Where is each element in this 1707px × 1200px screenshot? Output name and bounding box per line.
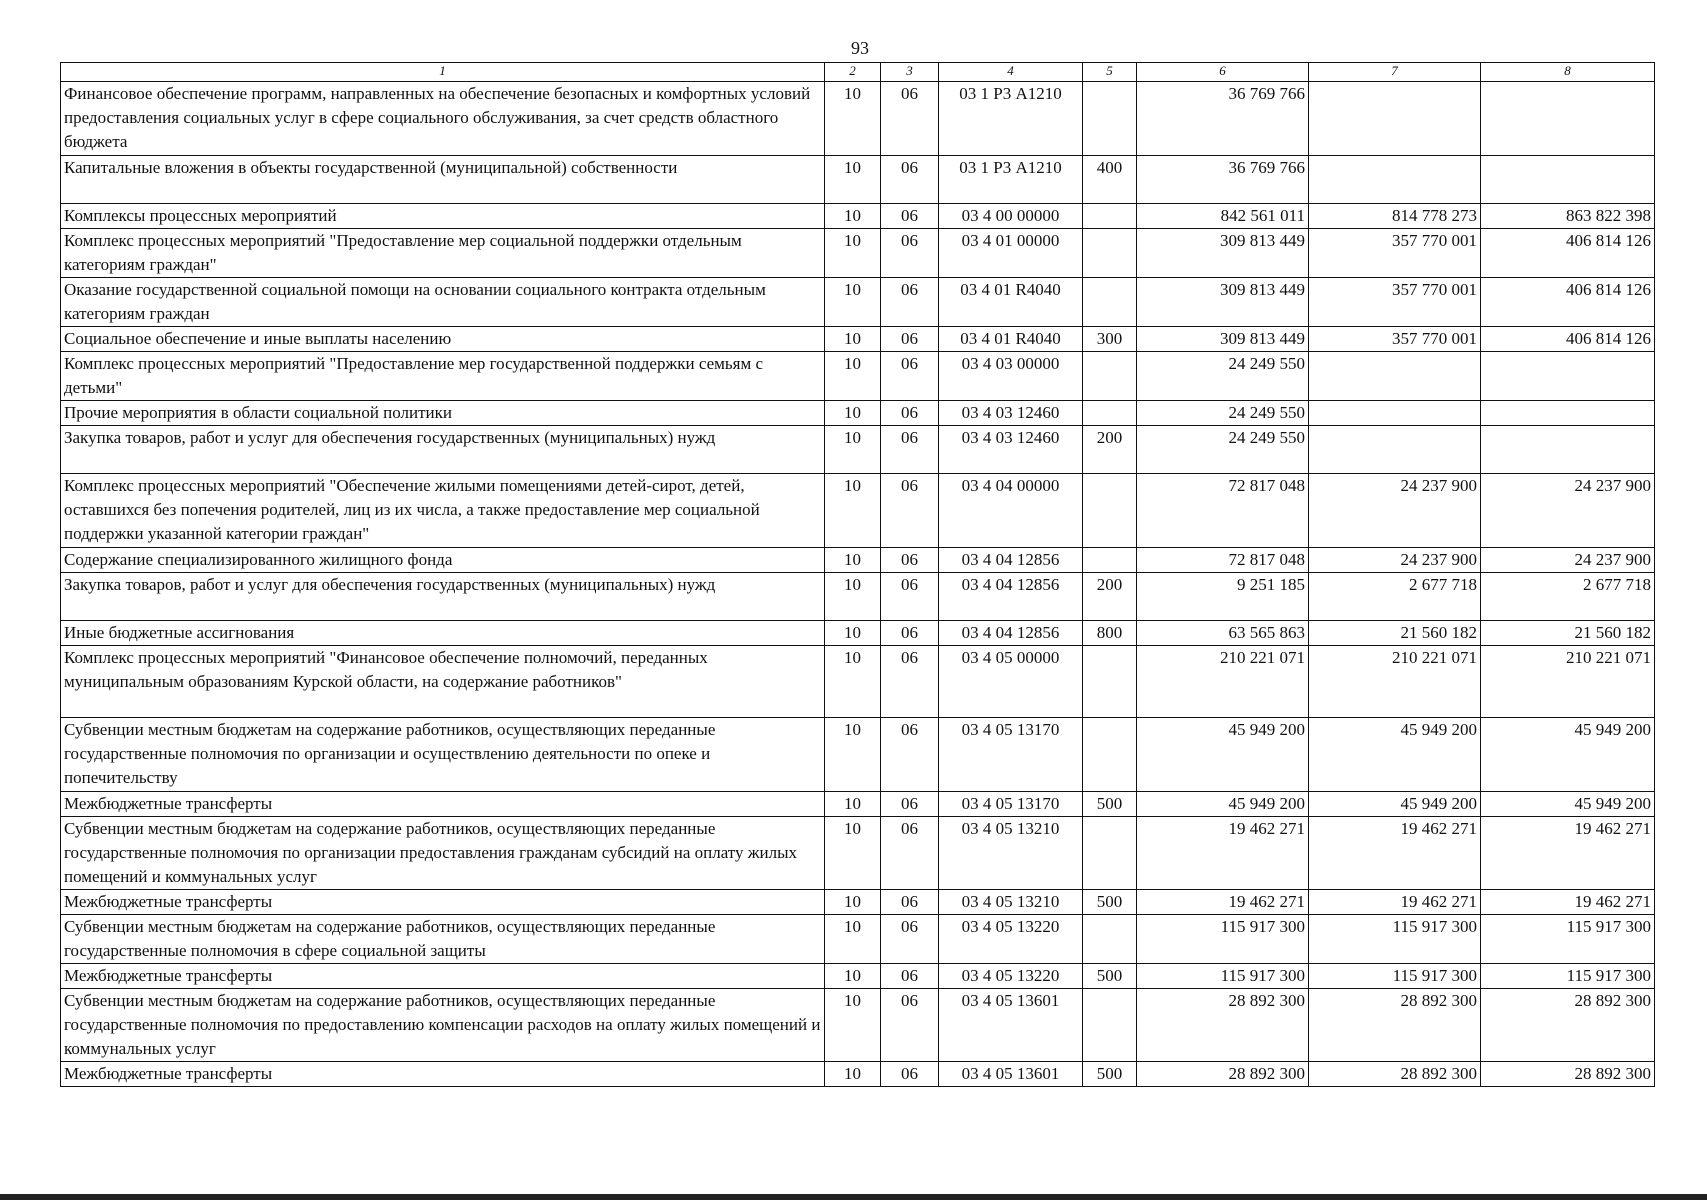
target-article-code: 03 4 01 00000	[939, 229, 1083, 278]
expense-type-code: 500	[1083, 890, 1137, 915]
amount-col-7: 2 677 718	[1309, 573, 1481, 621]
target-article-code: 03 4 05 13601	[939, 1062, 1083, 1087]
target-article-code: 03 4 03 00000	[939, 352, 1083, 401]
table-row	[61, 278, 1655, 327]
subsection-code: 06	[881, 989, 939, 1062]
amount-col-7: 24 237 900	[1309, 474, 1481, 548]
amount-col-8	[1481, 156, 1655, 204]
amount-col-6: 45 949 200	[1137, 792, 1309, 817]
expense-type-code	[1083, 229, 1137, 278]
expense-type-code	[1083, 82, 1137, 156]
target-article-code: 03 4 05 13210	[939, 890, 1083, 915]
row-name: Капитальные вложения в объекты государственной (муниципальной) собственности	[61, 156, 825, 204]
amount-col-8: 19 462 271	[1481, 817, 1655, 890]
target-article-code: 03 4 03 12460	[939, 401, 1083, 426]
amount-col-8: 21 560 182	[1481, 621, 1655, 646]
subsection-code: 06	[881, 352, 939, 401]
subsection-code: 06	[881, 426, 939, 474]
section-code: 10	[825, 278, 881, 327]
amount-col-6: 19 462 271	[1137, 817, 1309, 890]
row-name: Содержание специализированного жилищного фонда	[61, 548, 825, 573]
expense-type-code	[1083, 915, 1137, 964]
amount-col-6: 115 917 300	[1137, 964, 1309, 989]
column-header: 4	[939, 63, 1083, 82]
section-code: 10	[825, 792, 881, 817]
section-code: 10	[825, 474, 881, 548]
target-article-code: 03 1 Р3 А1210	[939, 82, 1083, 156]
amount-col-7: 357 770 001	[1309, 327, 1481, 352]
expense-type-code	[1083, 204, 1137, 229]
table-row	[61, 401, 1655, 426]
table-row	[61, 474, 1655, 548]
header-row	[61, 63, 1655, 82]
target-article-code: 03 4 05 13220	[939, 964, 1083, 989]
target-article-code: 03 4 05 00000	[939, 646, 1083, 718]
column-header: 3	[881, 63, 939, 82]
row-name: Комплекс процессных мероприятий "Финансовое обеспечение полномочий, переданных муниципальным образованиям Курской области, на содержание работников"	[61, 646, 825, 718]
amount-col-7: 115 917 300	[1309, 915, 1481, 964]
amount-col-8: 45 949 200	[1481, 792, 1655, 817]
table-row	[61, 156, 1655, 204]
amount-col-7: 814 778 273	[1309, 204, 1481, 229]
table-row	[61, 989, 1655, 1062]
section-code: 10	[825, 82, 881, 156]
row-name: Субвенции местным бюджетам на содержание работников, осуществляющих переданные государственные полномочия по организации предоставления гражданам субсидий на оплату жилых помещений и коммунальных услуг	[61, 817, 825, 890]
row-name: Межбюджетные трансферты	[61, 1062, 825, 1087]
subsection-code: 06	[881, 548, 939, 573]
amount-col-7: 19 462 271	[1309, 890, 1481, 915]
expense-type-code	[1083, 278, 1137, 327]
expense-type-code	[1083, 352, 1137, 401]
amount-col-8	[1481, 82, 1655, 156]
expense-type-code: 400	[1083, 156, 1137, 204]
column-header: 1	[61, 63, 825, 82]
section-code: 10	[825, 718, 881, 792]
expense-type-code: 200	[1083, 426, 1137, 474]
table-row	[61, 964, 1655, 989]
table-row	[61, 718, 1655, 792]
subsection-code: 06	[881, 964, 939, 989]
amount-col-8: 115 917 300	[1481, 915, 1655, 964]
page-number: 93	[851, 38, 869, 58]
amount-col-7	[1309, 352, 1481, 401]
amount-col-8: 24 237 900	[1481, 474, 1655, 548]
amount-col-6: 842 561 011	[1137, 204, 1309, 229]
expense-type-code	[1083, 401, 1137, 426]
amount-col-8: 863 822 398	[1481, 204, 1655, 229]
row-name: Оказание государственной социальной помощи на основании социального контракта отдельным категориям граждан	[61, 278, 825, 327]
row-name: Иные бюджетные ассигнования	[61, 621, 825, 646]
subsection-code: 06	[881, 792, 939, 817]
expense-type-code	[1083, 989, 1137, 1062]
amount-col-6: 24 249 550	[1137, 352, 1309, 401]
expense-type-code: 500	[1083, 964, 1137, 989]
amount-col-6: 210 221 071	[1137, 646, 1309, 718]
amount-col-8	[1481, 401, 1655, 426]
amount-col-7: 28 892 300	[1309, 1062, 1481, 1087]
amount-col-7: 210 221 071	[1309, 646, 1481, 718]
table-row	[61, 573, 1655, 621]
target-article-code: 03 4 00 00000	[939, 204, 1083, 229]
amount-col-8: 406 814 126	[1481, 327, 1655, 352]
table-row	[61, 792, 1655, 817]
row-name: Субвенции местным бюджетам на содержание работников, осуществляющих переданные государственные полномочия по предоставлению компенсации расходов на оплату жилых помещений и коммунальных услуг	[61, 989, 825, 1062]
subsection-code: 06	[881, 621, 939, 646]
amount-col-6: 309 813 449	[1137, 229, 1309, 278]
table-row	[61, 621, 1655, 646]
row-name: Комплекс процессных мероприятий "Обеспечение жилыми помещениями детей-сирот, детей, оставшихся без попечения родителей, лиц из их числа, а также предоставление мер социальной поддержки указанной категории граждан"	[61, 474, 825, 548]
page-edge	[0, 1194, 1707, 1200]
section-code: 10	[825, 1062, 881, 1087]
amount-col-8: 19 462 271	[1481, 890, 1655, 915]
amount-col-6: 45 949 200	[1137, 718, 1309, 792]
column-header: 7	[1309, 63, 1481, 82]
row-name: Закупка товаров, работ и услуг для обеспечения государственных (муниципальных) нужд	[61, 573, 825, 621]
expense-type-code	[1083, 646, 1137, 718]
row-name: Субвенции местным бюджетам на содержание работников, осуществляющих переданные государственные полномочия по организации и осуществлению деятельности по опеке и попечительству	[61, 718, 825, 792]
target-article-code: 03 4 05 13220	[939, 915, 1083, 964]
amount-col-6: 309 813 449	[1137, 278, 1309, 327]
subsection-code: 06	[881, 474, 939, 548]
column-header: 2	[825, 63, 881, 82]
row-name: Закупка товаров, работ и услуг для обеспечения государственных (муниципальных) нужд	[61, 426, 825, 474]
amount-col-8	[1481, 426, 1655, 474]
subsection-code: 06	[881, 817, 939, 890]
expense-type-code	[1083, 474, 1137, 548]
target-article-code: 03 4 04 12856	[939, 548, 1083, 573]
subsection-code: 06	[881, 646, 939, 718]
expense-type-code: 800	[1083, 621, 1137, 646]
amount-col-8: 45 949 200	[1481, 718, 1655, 792]
row-name: Субвенции местным бюджетам на содержание работников, осуществляющих переданные государственные полномочия в сфере социальной защиты	[61, 915, 825, 964]
amount-col-6: 19 462 271	[1137, 890, 1309, 915]
target-article-code: 03 1 Р3 А1210	[939, 156, 1083, 204]
section-code: 10	[825, 229, 881, 278]
expense-type-code: 500	[1083, 792, 1137, 817]
section-code: 10	[825, 915, 881, 964]
subsection-code: 06	[881, 204, 939, 229]
amount-col-8: 28 892 300	[1481, 1062, 1655, 1087]
section-code: 10	[825, 401, 881, 426]
table-row	[61, 817, 1655, 890]
section-code: 10	[825, 989, 881, 1062]
subsection-code: 06	[881, 890, 939, 915]
expense-type-code: 200	[1083, 573, 1137, 621]
amount-col-8: 210 221 071	[1481, 646, 1655, 718]
table-row	[61, 327, 1655, 352]
amount-col-7: 28 892 300	[1309, 989, 1481, 1062]
expense-type-code: 300	[1083, 327, 1137, 352]
amount-col-7: 19 462 271	[1309, 817, 1481, 890]
subsection-code: 06	[881, 915, 939, 964]
amount-col-7: 45 949 200	[1309, 792, 1481, 817]
amount-col-6: 72 817 048	[1137, 548, 1309, 573]
target-article-code: 03 4 05 13210	[939, 817, 1083, 890]
target-article-code: 03 4 05 13170	[939, 718, 1083, 792]
target-article-code: 03 4 04 12856	[939, 573, 1083, 621]
amount-col-7: 45 949 200	[1309, 718, 1481, 792]
expense-type-code	[1083, 548, 1137, 573]
row-name: Прочие мероприятия в области социальной политики	[61, 401, 825, 426]
section-code: 10	[825, 327, 881, 352]
table-row	[61, 1062, 1655, 1087]
amount-col-8: 406 814 126	[1481, 278, 1655, 327]
amount-col-7	[1309, 156, 1481, 204]
amount-col-7: 24 237 900	[1309, 548, 1481, 573]
section-code: 10	[825, 817, 881, 890]
row-name: Межбюджетные трансферты	[61, 964, 825, 989]
row-name: Комплекс процессных мероприятий "Предоставление мер социальной поддержки отдельным категориям граждан"	[61, 229, 825, 278]
subsection-code: 06	[881, 278, 939, 327]
table-row	[61, 82, 1655, 156]
amount-col-8: 28 892 300	[1481, 989, 1655, 1062]
amount-col-6: 24 249 550	[1137, 426, 1309, 474]
row-name: Социальное обеспечение и иные выплаты населению	[61, 327, 825, 352]
amount-col-7: 115 917 300	[1309, 964, 1481, 989]
table-row	[61, 548, 1655, 573]
section-code: 10	[825, 548, 881, 573]
amount-col-6: 24 249 550	[1137, 401, 1309, 426]
column-header: 5	[1083, 63, 1137, 82]
amount-col-6: 36 769 766	[1137, 156, 1309, 204]
column-header: 6	[1137, 63, 1309, 82]
section-code: 10	[825, 573, 881, 621]
subsection-code: 06	[881, 327, 939, 352]
table-row	[61, 890, 1655, 915]
budget-table	[60, 62, 1655, 1087]
subsection-code: 06	[881, 1062, 939, 1087]
row-name: Межбюджетные трансферты	[61, 792, 825, 817]
target-article-code: 03 4 03 12460	[939, 426, 1083, 474]
subsection-code: 06	[881, 156, 939, 204]
amount-col-8: 24 237 900	[1481, 548, 1655, 573]
section-code: 10	[825, 621, 881, 646]
expense-type-code: 500	[1083, 1062, 1137, 1087]
amount-col-7: 21 560 182	[1309, 621, 1481, 646]
row-name: Комплекс процессных мероприятий "Предоставление мер государственной поддержки семьям с детьми"	[61, 352, 825, 401]
target-article-code: 03 4 01 R4040	[939, 278, 1083, 327]
expense-type-code	[1083, 817, 1137, 890]
amount-col-7: 357 770 001	[1309, 229, 1481, 278]
row-name: Финансовое обеспечение программ, направленных на обеспечение безопасных и комфортных условий предоставления социальных услуг в сфере социального обслуживания, за счет средств областного бюджета	[61, 82, 825, 156]
subsection-code: 06	[881, 718, 939, 792]
amount-col-7: 357 770 001	[1309, 278, 1481, 327]
section-code: 10	[825, 426, 881, 474]
row-name: Межбюджетные трансферты	[61, 890, 825, 915]
amount-col-8: 406 814 126	[1481, 229, 1655, 278]
amount-col-7	[1309, 401, 1481, 426]
section-code: 10	[825, 204, 881, 229]
amount-col-6: 72 817 048	[1137, 474, 1309, 548]
amount-col-6: 28 892 300	[1137, 989, 1309, 1062]
target-article-code: 03 4 04 00000	[939, 474, 1083, 548]
subsection-code: 06	[881, 401, 939, 426]
column-header: 8	[1481, 63, 1655, 82]
section-code: 10	[825, 890, 881, 915]
table-row	[61, 229, 1655, 278]
amount-col-6: 9 251 185	[1137, 573, 1309, 621]
target-article-code: 03 4 01 R4040	[939, 327, 1083, 352]
amount-col-6: 115 917 300	[1137, 915, 1309, 964]
table-row	[61, 204, 1655, 229]
amount-col-6: 28 892 300	[1137, 1062, 1309, 1087]
target-article-code: 03 4 05 13170	[939, 792, 1083, 817]
row-name: Комплексы процессных мероприятий	[61, 204, 825, 229]
section-code: 10	[825, 646, 881, 718]
subsection-code: 06	[881, 573, 939, 621]
amount-col-7	[1309, 426, 1481, 474]
section-code: 10	[825, 156, 881, 204]
table-row	[61, 426, 1655, 474]
table-row	[61, 646, 1655, 718]
expense-type-code	[1083, 718, 1137, 792]
amount-col-6: 36 769 766	[1137, 82, 1309, 156]
subsection-code: 06	[881, 229, 939, 278]
section-code: 10	[825, 352, 881, 401]
target-article-code: 03 4 04 12856	[939, 621, 1083, 646]
section-code: 10	[825, 964, 881, 989]
amount-col-8: 2 677 718	[1481, 573, 1655, 621]
amount-col-6: 63 565 863	[1137, 621, 1309, 646]
target-article-code: 03 4 05 13601	[939, 989, 1083, 1062]
amount-col-7	[1309, 82, 1481, 156]
amount-col-8: 115 917 300	[1481, 964, 1655, 989]
table-row	[61, 352, 1655, 401]
subsection-code: 06	[881, 82, 939, 156]
amount-col-8	[1481, 352, 1655, 401]
amount-col-6: 309 813 449	[1137, 327, 1309, 352]
table-row	[61, 915, 1655, 964]
